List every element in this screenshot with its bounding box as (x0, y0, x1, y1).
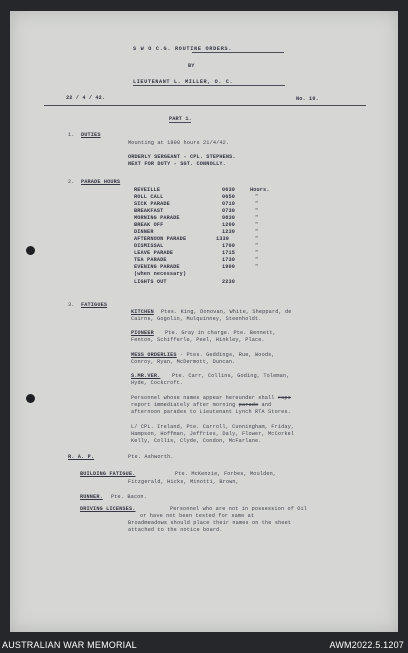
parade-time: 0650 (222, 194, 236, 200)
personnel-line-text: Personnel whose names appear hereunder shall (131, 395, 275, 401)
parade-name: MORNING PARADE (134, 215, 180, 221)
parade-name: SICK PARADE (134, 201, 170, 207)
parade-time: 1900 (222, 264, 236, 270)
by-line: BY (188, 63, 195, 69)
duties-heading: DUTIES (81, 132, 101, 138)
ditto-mark: " (255, 250, 259, 256)
smr-names-line: Hyde, Cockcroft. (131, 380, 184, 386)
pioneer-names-line: Pte. Gray in charge. Pte. Bennett, (165, 330, 276, 336)
ditto-mark: " (255, 201, 259, 207)
ditto-mark: " (255, 222, 259, 228)
parade-time: 1230 (222, 229, 236, 235)
parade-name: EVENING PARADE (134, 264, 180, 270)
parade-time: 0830 (222, 215, 236, 221)
driving-instruction-line: attached to the notice board. (128, 527, 223, 533)
stores-names-line: L/ CPL. Ireland, Pte. Carroll, Cunningham, Friday, (131, 424, 295, 430)
parade-name: BREAK OFF (134, 222, 164, 228)
document-page (10, 11, 398, 632)
ditto-mark: " (255, 243, 259, 249)
parade-time: 0630 (222, 187, 236, 193)
parade-time: 0730 (222, 208, 236, 214)
stores-names-line: Hampson, Hoffman, Jeffries, Daly, Flower, McCorkel (131, 431, 295, 437)
parade-name: DINNER (134, 229, 154, 235)
mess-names-line: - Ptes. Geddings, Rue, Woods, (180, 352, 275, 358)
parade-time: 1700 (222, 243, 236, 249)
smr-names-line: Pte. Carr, Collins, Goding, Toleman, (172, 373, 290, 379)
stores-names-line: Kelly, Collis, Clyde, Condon, McFarlane. (131, 438, 262, 444)
mess-orderlies-label: MESS ORDERLIES (131, 352, 177, 358)
ditto-mark: " (255, 194, 259, 200)
parade-name: (when necessary) (134, 271, 187, 277)
driving-instruction-line: or have not been tested for same at (140, 513, 255, 519)
author-underline (133, 85, 285, 86)
kitchen-label: KITCHEN (131, 309, 154, 315)
parade-name: ROLL CALL (134, 194, 164, 200)
parade-name: LIGHTS OUT (134, 279, 167, 285)
orderly-sergeant: ORDERLY SERGEANT - CPL. STEPHENS. (128, 154, 236, 160)
punch-hole (26, 246, 35, 255)
ditto-mark: " (255, 264, 259, 270)
parade-name: REVEILLE (134, 187, 161, 193)
document-title: S W O C.G. ROUTINE ORDERS. (133, 46, 233, 52)
runner-name: Pte. Bacon. (111, 494, 147, 500)
kitchen-names-line: Cairns, Gogolin, Mulquinney, Steenholdt. (131, 316, 262, 322)
smr-label: S.MR.VER. (131, 373, 161, 379)
struck-word: repo (277, 395, 291, 401)
ditto-mark: " (255, 215, 259, 221)
parade-time: 0710 (222, 201, 236, 207)
parade-time: 1200 (222, 222, 236, 228)
personnel-instruction (131, 395, 291, 401)
order-number: No. 10. (296, 96, 319, 102)
driving-instruction-line: Broadmeadows should place their names on the sheet (128, 520, 292, 526)
parade-name: TEA PARADE (134, 257, 167, 263)
rap-label: R. A. P. (68, 454, 95, 460)
personnel-instruction (131, 402, 271, 408)
runner-label: RUNNER. (80, 494, 103, 500)
duties-mounting: Mounting at 1800 hours 21/4/42. (128, 140, 230, 146)
mess-names-line: Conroy, Ryan, McDermott, Duncan. (131, 359, 236, 365)
kitchen-names-line: Ptes. King, Donovan, White, Sheppard, de (161, 309, 292, 315)
part-underline (169, 122, 191, 123)
building-names-line: Fitzgerald, Hicks, Minotti, Brown, (128, 479, 239, 485)
rap-name: Pte. Ashworth. (128, 454, 174, 460)
section-number: 3. (68, 302, 75, 308)
parade-time: 1330 (216, 236, 230, 242)
parade-time: 1715 (222, 250, 236, 256)
punch-hole (26, 394, 35, 403)
ditto-mark: " (255, 208, 259, 214)
part-heading: PART 1. (169, 116, 192, 122)
personnel-line-text: and (261, 402, 272, 408)
parade-time: 2230 (222, 279, 236, 285)
archive-footer-right: AWM2022.5.1207 (329, 640, 404, 650)
pioneer-label: PIONEER (131, 330, 154, 336)
section-number: 1. (68, 132, 75, 138)
ditto-mark: " (255, 257, 259, 263)
struck-word: parade (238, 402, 259, 408)
building-fatigue-label: BUILDING FATIGUE. (80, 471, 136, 477)
author-line: LIEUTENANT L. MILLER, O. C. (133, 79, 234, 85)
order-date: 22 / 4 / 42. (66, 95, 106, 101)
parade-name: LEAVE PARADE (134, 250, 174, 256)
pioneer-names-line: Fenton, Schifferle, Peel, Hinkley, Place. (131, 337, 265, 343)
parade-time: 1730 (222, 257, 236, 263)
building-names-line: Pte. McKenzie, Forbes, Moulden, (175, 471, 277, 477)
ditto-mark: " (255, 236, 259, 242)
parade-hours-heading: PARADE HOURS (81, 179, 121, 185)
fatigues-heading: FATIGUES (81, 302, 108, 308)
personnel-line-text: report immediately after morning (131, 402, 236, 408)
title-underline (192, 52, 284, 53)
header-rule (44, 105, 366, 106)
driving-licenses-label: DRIVING LICENSES. (80, 506, 136, 512)
personnel-instruction: afternoon parades to Lieutenant Lynch RTA Stores. (131, 409, 291, 415)
next-for-duty: NEXT FOR DUTY - SGT. CONNOLLY. (128, 161, 226, 167)
section-number: 2. (68, 179, 75, 185)
archive-footer-left: AUSTRALIAN WAR MEMORIAL (2, 640, 137, 650)
ditto-mark: " (255, 229, 259, 235)
parade-name: DISMISSAL (134, 243, 164, 249)
parade-name: AFTERNOON PARADE (134, 236, 187, 242)
hours-label: Hours. (250, 187, 270, 193)
driving-instruction-line: Personnel who are not in possession of Oil (170, 506, 308, 512)
parade-name: BREAKFAST (134, 208, 164, 214)
